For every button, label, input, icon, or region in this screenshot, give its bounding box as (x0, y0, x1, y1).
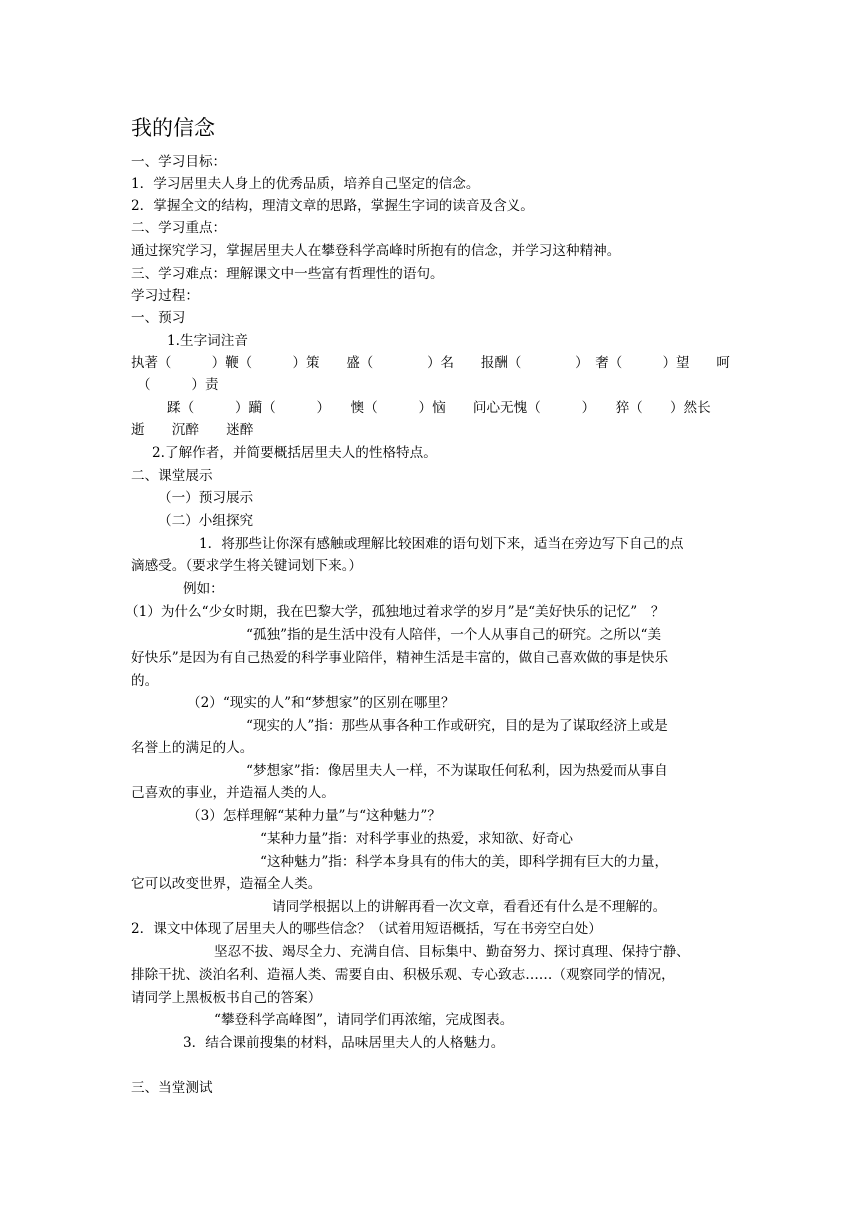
text-line: “攀登科学高峰图”，请同学们再浓缩，完成图表。 (214, 1012, 514, 1028)
subsection-heading: （一）预习展示 (158, 490, 254, 506)
answer-line: “梦想家”指：像居里夫人一样，不为谋取任何私利，因为热爱而从事自 (246, 763, 668, 779)
answer-line: 好快乐”是因为有自己热爱的科学事业陪伴，精神生活是丰富的，做自己喜欢做的事是快乐 (131, 650, 669, 666)
vocab-line: 蹂（ ）躏（ ） 懊（ ）恼 问心无愧（ ） 猝（ ）然长 (167, 400, 711, 416)
answer-line: 排除干扰、淡泊名利、造福人类、需要自由、积极乐观、专心致志……（观察同学的情况， (131, 967, 675, 983)
question-line: （3）怎样理解“某种力量”与“这种魅力”？ (187, 808, 441, 824)
document-title: 我的信念 (131, 116, 215, 140)
answer-line: “这种魅力”指：科学本身具有的伟大的美，即科学拥有巨大的力量， (260, 854, 669, 870)
section-heading: 一、预习 (131, 310, 186, 326)
question-line: （2）“现实的人”和“梦想家”的区别在哪里？ (187, 695, 455, 711)
vocab-line: 逝 沉醉 迷醉 (131, 422, 254, 438)
answer-line: 的。 (131, 673, 159, 689)
section-heading: 二、课堂展示 (131, 468, 213, 484)
text-line: 请同学根据以上的讲解再看一次文章，看看还有什么是不理解的。 (272, 899, 667, 915)
section-heading: 三、学习难点：理解课文中一些富有哲理性的语句。 (131, 266, 444, 282)
vocab-line: （ ）责 (137, 377, 219, 393)
subsection-heading: （二）小组探究 (158, 513, 254, 529)
text-line: 例如： (183, 581, 224, 597)
section-heading: 三、当堂测试 (131, 1080, 213, 1096)
answer-line: 它可以改变世界，造福全人类。 (131, 876, 322, 892)
answer-line: 请同学上黑板板书自己的答案） (131, 990, 322, 1006)
text-line: 1．学习居里夫人身上的优秀品质，培养自己坚定的信念。 (131, 176, 480, 192)
answer-line: 己喜欢的事业，并造福人类的人。 (131, 785, 335, 801)
answer-line: “某种力量”指：对科学事业的热爱，求知欲、好奇心 (260, 831, 573, 847)
answer-line: “现实的人”指：那些从事各种工作或研究，目的是为了谋取经济上或是 (246, 718, 668, 734)
text-line: 通过探究学习，掌握居里夫人在攀登科学高峰时所抱有的信念，并学习这种精神。 (131, 243, 621, 259)
text-line: 滴感受。（要求学生将关键词划下来。） (131, 558, 363, 574)
text-line: 1．将那些让你深有感触或理解比较困难的语句划下来，适当在旁边写下自己的点 (199, 536, 684, 552)
question-line: （1）为什么“少女时期，我在巴黎大学，孤独地过着求学的岁月”是“美好快乐的记忆” ？ (125, 604, 665, 620)
section-heading: 一、学习目标： (131, 154, 227, 170)
text-line: 3．结合课前搜集的材料，品味居里夫人的人格魅力。 (183, 1035, 505, 1051)
section-heading: 学习过程： (131, 288, 199, 304)
text-line: 2．掌握全文的结构，理清文章的思路，掌握生字词的读音及含义。 (131, 198, 534, 214)
vocab-line: 执著（ ）鞭（ ）策 盛（ ）名 报酬（ ） 奢（ ）望 呵 (131, 355, 730, 371)
answer-line: 名誉上的满足的人。 (131, 740, 254, 756)
section-heading: 二、学习重点： (131, 220, 227, 236)
text-line: 1.生字词注音 (167, 333, 248, 349)
answer-line: “孤独”指的是生活中没有人陪伴，一个人从事自己的研究。之所以“美 (246, 627, 662, 643)
answer-line: 坚忍不拔、竭尽全力、充满自信、目标集中、勤奋努力、探讨真理、保持宁静、 (214, 944, 690, 960)
text-line: 2.了解作者，并简要概括居里夫人的性格特点。 (152, 445, 437, 461)
question-line: 2．课文中体现了居里夫人的哪些信念？（试着用短语概括，写在书旁空白处） (131, 921, 602, 937)
